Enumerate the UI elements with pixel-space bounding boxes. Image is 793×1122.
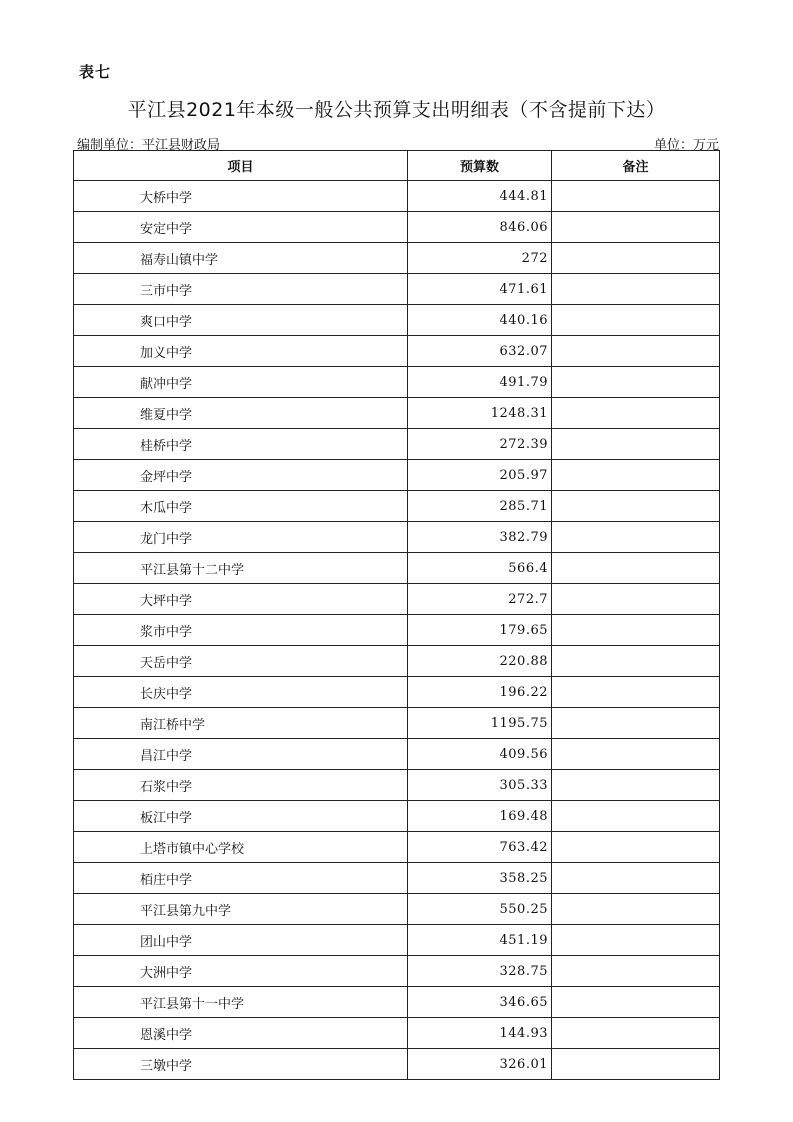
amount-cell: 285.71 bbox=[408, 491, 552, 522]
amount-cell: 409.56 bbox=[408, 739, 552, 770]
table-row bbox=[74, 398, 720, 429]
currency-unit: 单位：万元 bbox=[653, 138, 719, 153]
amount-cell: 1195.75 bbox=[408, 708, 552, 739]
item-cell: 三墩中学 bbox=[74, 1049, 408, 1080]
note-cell bbox=[552, 615, 720, 646]
budget-table bbox=[73, 150, 720, 1080]
note-cell bbox=[552, 305, 720, 336]
table-row bbox=[74, 987, 720, 1018]
item-cell: 桂桥中学 bbox=[74, 429, 408, 460]
note-cell bbox=[552, 274, 720, 305]
item-cell: 平江县第十一中学 bbox=[74, 987, 408, 1018]
note-cell bbox=[552, 212, 720, 243]
note-cell bbox=[552, 181, 720, 212]
item-cell: 浆市中学 bbox=[74, 615, 408, 646]
amount-cell: 440.16 bbox=[408, 305, 552, 336]
note-cell bbox=[552, 646, 720, 677]
amount-cell: 471.61 bbox=[408, 274, 552, 305]
table-row bbox=[74, 274, 720, 305]
item-cell: 献冲中学 bbox=[74, 367, 408, 398]
note-cell bbox=[552, 894, 720, 925]
amount-cell: 451.19 bbox=[408, 925, 552, 956]
item-cell: 石浆中学 bbox=[74, 770, 408, 801]
note-cell bbox=[552, 801, 720, 832]
table-row bbox=[74, 770, 720, 801]
note-cell bbox=[552, 429, 720, 460]
amount-cell: 272.7 bbox=[408, 584, 552, 615]
item-cell: 金坪中学 bbox=[74, 460, 408, 491]
amount-cell: 179.65 bbox=[408, 615, 552, 646]
compiler-unit: 编制单位：平江县财政局 bbox=[77, 138, 221, 153]
item-cell: 天岳中学 bbox=[74, 646, 408, 677]
column-header-amount: 预算数 bbox=[408, 151, 552, 181]
table-row bbox=[74, 801, 720, 832]
item-cell: 南江桥中学 bbox=[74, 708, 408, 739]
amount-cell: 169.48 bbox=[408, 801, 552, 832]
amount-cell: 144.93 bbox=[408, 1018, 552, 1049]
table-row bbox=[74, 522, 720, 553]
item-cell: 昌江中学 bbox=[74, 739, 408, 770]
table-row bbox=[74, 553, 720, 584]
item-cell: 安定中学 bbox=[74, 212, 408, 243]
table-row bbox=[74, 739, 720, 770]
amount-cell: 444.81 bbox=[408, 181, 552, 212]
item-cell: 大坪中学 bbox=[74, 584, 408, 615]
note-cell bbox=[552, 987, 720, 1018]
table-row bbox=[74, 863, 720, 894]
table-body bbox=[74, 181, 720, 1080]
column-header-item: 项目 bbox=[74, 151, 408, 181]
table-row bbox=[74, 367, 720, 398]
item-cell: 平江县第九中学 bbox=[74, 894, 408, 925]
table-row bbox=[74, 646, 720, 677]
table-header-row bbox=[74, 151, 720, 181]
table-row bbox=[74, 615, 720, 646]
item-cell: 长庆中学 bbox=[74, 677, 408, 708]
note-cell bbox=[552, 770, 720, 801]
item-cell: 三市中学 bbox=[74, 274, 408, 305]
amount-cell: 220.88 bbox=[408, 646, 552, 677]
note-cell bbox=[552, 243, 720, 274]
note-cell bbox=[552, 925, 720, 956]
table-row bbox=[74, 894, 720, 925]
item-cell: 大桥中学 bbox=[74, 181, 408, 212]
table-row bbox=[74, 677, 720, 708]
table-row bbox=[74, 925, 720, 956]
table-row bbox=[74, 584, 720, 615]
table-row bbox=[74, 336, 720, 367]
item-cell: 维夏中学 bbox=[74, 398, 408, 429]
note-cell bbox=[552, 336, 720, 367]
note-cell bbox=[552, 367, 720, 398]
table-row bbox=[74, 1049, 720, 1080]
table-row bbox=[74, 1018, 720, 1049]
table-row bbox=[74, 708, 720, 739]
note-cell bbox=[552, 584, 720, 615]
column-header-note: 备注 bbox=[552, 151, 720, 181]
note-cell bbox=[552, 863, 720, 894]
table-row bbox=[74, 429, 720, 460]
table-row bbox=[74, 491, 720, 522]
amount-cell: 328.75 bbox=[408, 956, 552, 987]
amount-cell: 272 bbox=[408, 243, 552, 274]
amount-cell: 632.07 bbox=[408, 336, 552, 367]
amount-cell: 305.33 bbox=[408, 770, 552, 801]
amount-cell: 205.97 bbox=[408, 460, 552, 491]
amount-cell: 566.4 bbox=[408, 553, 552, 584]
amount-cell: 346.65 bbox=[408, 987, 552, 1018]
item-cell: 爽口中学 bbox=[74, 305, 408, 336]
table-row bbox=[74, 956, 720, 987]
amount-cell: 1248.31 bbox=[408, 398, 552, 429]
note-cell bbox=[552, 739, 720, 770]
note-cell bbox=[552, 491, 720, 522]
item-cell: 恩溪中学 bbox=[74, 1018, 408, 1049]
amount-cell: 846.06 bbox=[408, 212, 552, 243]
amount-cell: 550.25 bbox=[408, 894, 552, 925]
note-cell bbox=[552, 956, 720, 987]
note-cell bbox=[552, 460, 720, 491]
note-cell bbox=[552, 398, 720, 429]
amount-cell: 491.79 bbox=[408, 367, 552, 398]
note-cell bbox=[552, 1049, 720, 1080]
page-title: 平江县2021年本级一般公共预算支出明细表（不含提前下达） bbox=[127, 99, 666, 121]
amount-cell: 196.22 bbox=[408, 677, 552, 708]
table-row bbox=[74, 212, 720, 243]
item-cell: 加义中学 bbox=[74, 336, 408, 367]
item-cell: 团山中学 bbox=[74, 925, 408, 956]
item-cell: 上塔市镇中心学校 bbox=[74, 832, 408, 863]
table-label: 表七 bbox=[79, 63, 112, 81]
item-cell: 福寿山镇中学 bbox=[74, 243, 408, 274]
note-cell bbox=[552, 677, 720, 708]
table-row bbox=[74, 181, 720, 212]
amount-cell: 382.79 bbox=[408, 522, 552, 553]
item-cell: 板江中学 bbox=[74, 801, 408, 832]
table-row bbox=[74, 460, 720, 491]
amount-cell: 358.25 bbox=[408, 863, 552, 894]
item-cell: 平江县第十二中学 bbox=[74, 553, 408, 584]
amount-cell: 763.42 bbox=[408, 832, 552, 863]
amount-cell: 272.39 bbox=[408, 429, 552, 460]
table-row bbox=[74, 832, 720, 863]
item-cell: 栢庄中学 bbox=[74, 863, 408, 894]
note-cell bbox=[552, 1018, 720, 1049]
item-cell: 大洲中学 bbox=[74, 956, 408, 987]
table-row bbox=[74, 305, 720, 336]
note-cell bbox=[552, 553, 720, 584]
table-row bbox=[74, 243, 720, 274]
note-cell bbox=[552, 522, 720, 553]
item-cell: 龙门中学 bbox=[74, 522, 408, 553]
amount-cell: 326.01 bbox=[408, 1049, 552, 1080]
note-cell bbox=[552, 708, 720, 739]
item-cell: 木瓜中学 bbox=[74, 491, 408, 522]
note-cell bbox=[552, 832, 720, 863]
